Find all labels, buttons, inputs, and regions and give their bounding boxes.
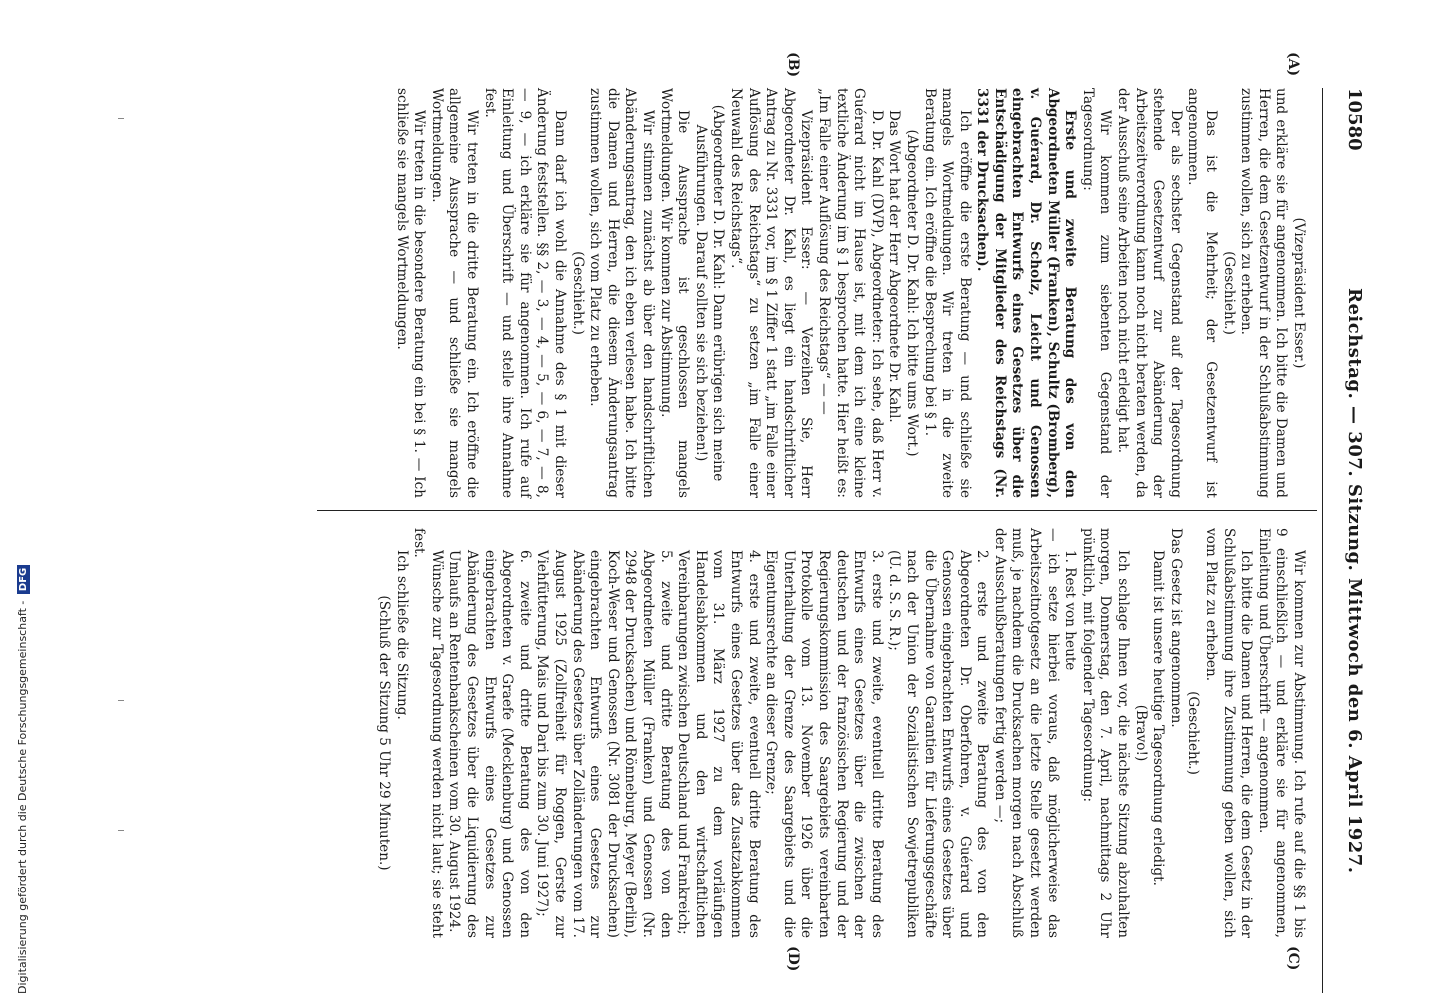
- paragraph: Wir treten in die besondere Beratung ein bei § 1. — Ich schließe sie mangels Wortmeldungen.: [393, 88, 428, 498]
- margin-label-a: (A): [1285, 52, 1301, 77]
- page-title: Reichstag. — 307. Sitzung. Mittwoch den 6. April 1927.: [1344, 288, 1365, 874]
- stage-direction: (Geschieht.): [1220, 251, 1237, 335]
- paragraph: Dann darf ich wohl die Annahme des § 1 mit dieser Änderung feststellen. §§ 2, — 3, — 4, — 5, — 6, — 7, — 8, — 9, — ich erkläre sie für angenommen. Ich rufe auf Einleitung und Überschrift — und stelle ihre Annahme fest.: [481, 88, 569, 498]
- paragraph: Ich schließe die Sitzung.: [393, 550, 410, 720]
- agenda-list-item: 2. erste und zweite Beratung des von den Abgeordneten Dr. Oberfohren, v. Guérard und Genossen eingebrachten Entwurfs eines Gesetzes über die Übernahme von Garantien für Lieferungsgeschäfte nach der Union der Sozialistischen Sowjetrepubliken (U. d. S. S. R.);: [886, 550, 991, 938]
- document-page: [287, 52, 1367, 993]
- scan-mark: [118, 118, 124, 119]
- page-number: 10580: [1344, 88, 1365, 151]
- session-end-note: (Schluß der Sitzung 5 Uhr 29 Minuten.): [376, 595, 393, 871]
- agenda-list-item: 3. erste und zweite, eventuell dritte Beratung des Entwurfs eines Gesetzes über die zwischen der deutschen und der französischen Regierung und der Regierungskommission des Saargebiets vereinbarten Protokolle vom 13. November 1926 über die Unterhaltung der Grenze des Saargebiets und die Eigentumsrechte an dieser Grenze;: [763, 550, 885, 938]
- funding-note: Digitalisierung gefördert durch die Deutsche Forschungsgemeinschaft -: [16, 600, 29, 994]
- paragraph: Ich bitte die Damen und Herren, die dem Gesetz in der Schlußabstimmung ihre Zustimmung geben wollen, sich vom Platz zu erheben.: [1203, 528, 1255, 938]
- agenda-list-item: 4. erste und zweite, eventuell dritte Beratung des Entwurfs eines Gesetzes über das Zusatzabkommen vom 31. März 1927 zu dem vorläufigen Handelsabkommen und den wirtschaftlichen Vereinbarungen zwischen Deutschland und Frankreich;: [675, 550, 762, 938]
- stage-direction: (Bravo!): [1132, 704, 1149, 762]
- paragraph: Ich eröffne die erste Beratung — und schließe sie mangels Wortmeldungen. Wir treten in die zweite Beratung ein. Ich eröffne die Besprechung bei § 1.: [921, 88, 973, 498]
- paragraph: Der als sechster Gegenstand auf der Tagesordnung stehende Gesetzentwurf zur Abänderung der Arbeitszeitverordnung kann noch nicht beraten werden, da der Ausschuß seine Arbeiten noch nicht erledigt hat.: [1115, 88, 1184, 498]
- agenda-list-item: 1. Rest von heute: [1062, 550, 1079, 671]
- dfg-logo: DFG: [17, 565, 30, 594]
- paragraph: Das Wort hat der Herr Abgeordnete Dr. Kahl.: [886, 110, 903, 423]
- stage-direction: (Geschieht.): [569, 251, 586, 335]
- margin-label-c: (C): [1285, 946, 1301, 971]
- paragraph: Wir treten in die dritte Beratung ein. Ich eröffne die allgemeine Aussprache — und schließe sie mangels Wortmeldungen.: [428, 88, 481, 498]
- paragraph: Damit ist unsere heutige Tagesordnung erledigt.: [1150, 550, 1167, 886]
- right-column: [375, 528, 1307, 938]
- page-header: [1337, 88, 1367, 993]
- paragraph: Das ist die Mehrheit; der Gesetzentwurf ist angenommen.: [1185, 88, 1220, 498]
- scan-mark: [118, 700, 124, 701]
- interjection: (Abgeordneter D. Dr. Kahl: Ich bitte ums Wort.): [903, 129, 920, 457]
- margin-label-b: (B): [785, 52, 801, 78]
- paragraph: Ich schlage Ihnen vor, die nächste Sitzung abzuhalten morgen, Donnerstag, den 7. April, nachmittags 2 Uhr pünktlich, mit folgender Tagesordnung:: [1079, 528, 1132, 938]
- interjection: (Abgeordneter D. Dr. Kahl: Dann erübrigen sich meine Ausführungen. Darauf sollten sie sich beziehen!): [692, 104, 727, 482]
- paragraph: Wir kommen zur Abstimmung. Ich rufe auf die §§ 1 bis 9 einschließlich — und erkläre sie für angenommen, Einleitung und Überschrift — angenommen.: [1255, 528, 1307, 938]
- speech-kahl: D. Dr. Kahl (DVP), Abgeordneter: Ich sehe, daß Herr v. Guérard nicht im Hause ist, mit dem ich eine kleine textliche Änderung im § 1 besprochen hatte. Hier heißt es: „Im Falle einer Auflösung des Reichstags“ — —: [815, 88, 885, 498]
- paragraph: Wir stimmen zunächst ab über den handschriftlichen Abänderungsantrag, den ich eben verlesen habe. Ich bitte die Damen und Herren, die diesem Änderungsantrag zustimmen wollen, sich vom Platz zu erheben.: [587, 88, 657, 498]
- paragraph: Die Aussprache ist geschlossen mangels Wortmeldungen. Wir kommen zur Abstimmung.: [657, 88, 692, 498]
- paragraph: und erkläre sie für angenommen. Ich bitte die Damen und Herren, die dem Gesetzentwurf in der Schlußabstimmung zustimmen wollen, sich zu erheben.: [1238, 88, 1290, 498]
- margin-label-d: (D): [785, 946, 801, 972]
- column-divider: [317, 510, 1317, 511]
- left-column: [392, 88, 1307, 498]
- scan-mark: [118, 830, 124, 831]
- paragraph: — ich setze hierbei voraus, daß möglicherweise das Arbeitszeitnotgesetz an die letzte Stelle gesetzt werden muß, je nachdem die Drucksachen morgen nach Abschluß der Ausschußberatungen fertig werden —;: [991, 528, 1061, 938]
- stage-direction: (Geschieht.): [1185, 691, 1202, 775]
- paragraph: Wir kommen zum siebenten Gegenstand der Tagesordnung:: [1079, 88, 1114, 498]
- speaker-note: (Vizepräsident Esser.): [1291, 217, 1307, 369]
- agenda-list-item: 5. zweite und dritte Beratung des von den Abgeordneten Müller (Franken) und Genossen (Nr. 2948 der Drucksachen) und Rönneburg, Meyer (Berlin), Koch-Weser und Genossen (Nr. 3081 der Drucksachen) eingebrachten Entwurfs eines Gesetzes zur Abänderung des Gesetzes über Zolländerungen vom 17. August 1925 (Zollfreiheit für Roggen, Gerste zur Viehfütterung, Mais und Dari bis zum 30. Juni 1927);: [534, 550, 674, 938]
- paragraph: Wünsche zur Tagesordnung werden nicht laut; sie steht fest.: [411, 528, 445, 938]
- agenda-item-heading: Erste und zweite Beratung des von den Abgeordneten Müller (Franken), Schultz (Bromberg), v. Guérard, Dr. Scholz, Leicht und Genossen eingebrachten Entwurfs eines Gesetzes über die Entschädigung der Mitglieder des Reichstags (Nr. 3331 der Drucksachen).: [974, 88, 1079, 498]
- funding-footer: [16, 565, 30, 994]
- paragraph: Das Gesetz ist angenommen.: [1167, 528, 1184, 728]
- speech-vizepraesident: Vizepräsident Esser: — Verzeihen Sie, Herr Abgeordneter Dr. Kahl, es liegt ein handschriftlicher Antrag zu Nr. 3331 vor, im § 1 Ziffer 1 statt „im Falle einer Auflösung des Reichstags“ zu setzen „im Falle einer Neuwahl des Reichstags“.: [728, 88, 815, 498]
- agenda-list-item: 6. zweite und dritte Beratung des von den Abgeordneten v. Graefe (Mecklenburg) und Genossen eingebrachten Entwurfs eines Gesetzes zur Abänderung des Gesetzes über die Liquidierung des Umlaufs an Rentenbankscheinen vom 30. August 1924.: [446, 550, 533, 938]
- header-rule: [1322, 88, 1323, 993]
